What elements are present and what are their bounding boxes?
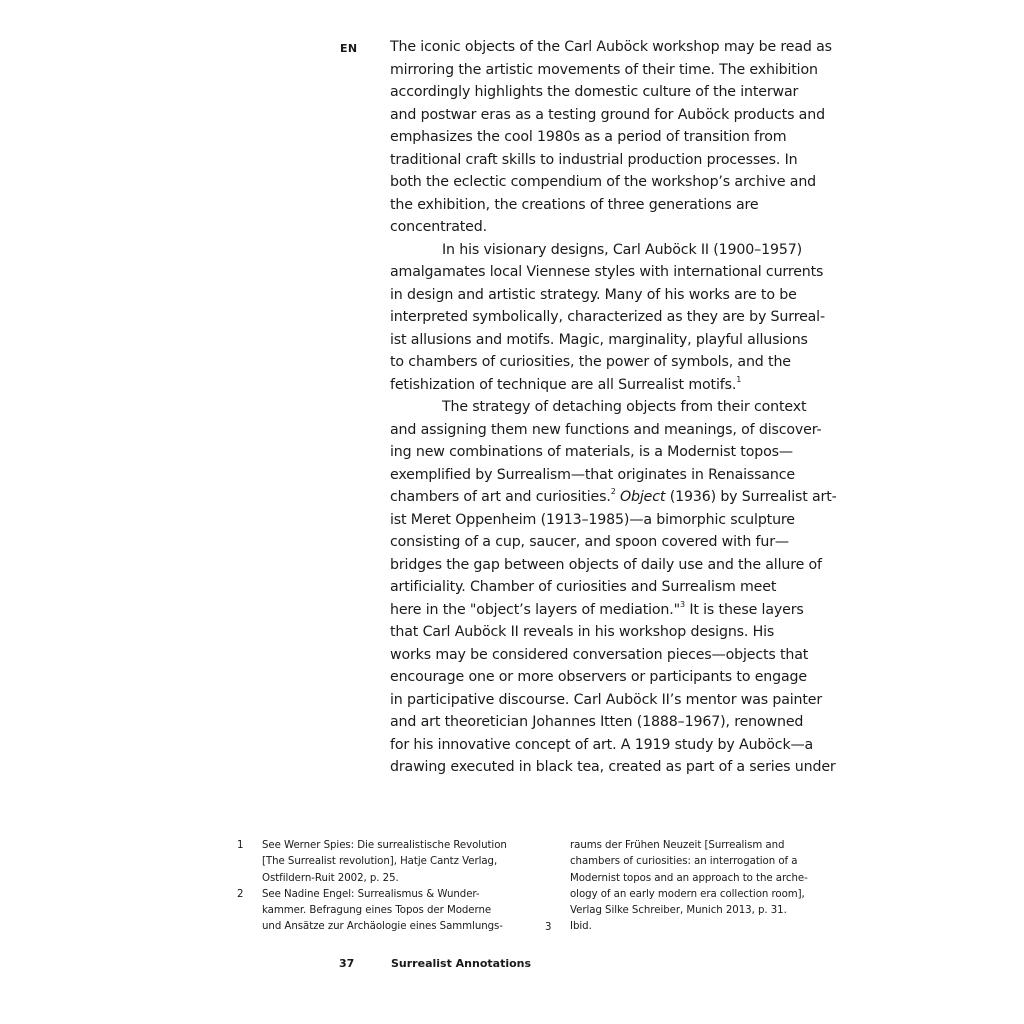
body-line: ist Meret Oppenheim (1913–1985)—a bimorphic sculpture xyxy=(390,511,795,528)
footnote-line: See Werner Spies: Die surrealistische Revolution xyxy=(262,840,507,851)
footnote-line: chambers of curiosities: an interrogation of a xyxy=(570,856,798,868)
footnote-number-3: 3 xyxy=(545,922,552,933)
body-line: and assigning them new functions and meanings, of discover- xyxy=(390,421,822,438)
footnote-line: raums der Frühen Neuzeit [Surrealism and xyxy=(570,840,785,851)
footnote-line: Modernist topos and an approach to the arche- xyxy=(570,872,808,884)
footnote-line: [The Surrealist revolution], Hatje Cantz Verlag, xyxy=(262,856,498,868)
body-line-text: (1936) by Surrealist art- xyxy=(665,489,837,505)
body-line: The iconic objects of the Carl Auböck workshop may be read as xyxy=(390,39,832,55)
body-line: drawing executed in black tea, created as part of a series under xyxy=(390,759,836,775)
body-line: consisting of a cup, saucer, and spoon covered with fur— xyxy=(390,534,789,550)
footnote-ref-2[interactable]: 2 xyxy=(610,487,616,497)
footnote-line: Verlag Silke Schreiber, Munich 2013, p. 31. xyxy=(570,905,787,917)
body-line: emphasizes the cool 1980s as a period of transition from xyxy=(390,129,787,145)
footnote-number-1: 1 xyxy=(237,840,244,851)
body-line-text: fetishization of technique are all Surrealist motifs. xyxy=(390,376,737,393)
body-line: exemplified by Surrealism—that originates in Renaissance xyxy=(390,466,795,483)
footnote-line: Ostfildern-Ruit 2002, p. 25. xyxy=(262,872,399,884)
footnote-line: und Ansätze zur Archäologie eines Sammlungs- xyxy=(262,921,503,933)
body-line-with-ref xyxy=(390,486,838,509)
body-line: both the eclectic compendium of the workshop’s archive and xyxy=(390,174,817,190)
body-line: ist allusions and motifs. Magic, marginality, playful allusions xyxy=(390,331,808,348)
footnote-number-2: 2 xyxy=(237,889,244,900)
footnote-line: ology of an early modern era collection room], xyxy=(570,888,805,900)
body-line: the exhibition, the creations of three generations are xyxy=(390,196,759,213)
body-line: and postwar eras as a testing ground for Auböck products and xyxy=(390,106,825,123)
body-line: and art theoretician Johannes Itten (1888–1967), renowned xyxy=(390,714,804,730)
body-line-text: chambers of art and curiosities. xyxy=(390,489,611,505)
body-line-with-ref xyxy=(390,599,838,622)
paragraph-start: In his visionary designs, Carl Auböck II (1900–1957) xyxy=(442,241,803,258)
footnote-ref-1[interactable]: 1 xyxy=(736,374,742,384)
body-line: for his innovative concept of art. A 1919 study by Auböck—a xyxy=(390,736,814,753)
body-line: in design and artistic strategy. Many of his works are to be xyxy=(390,286,797,303)
body-line: interpreted symbolically, characterized as they are by Surreal- xyxy=(390,309,825,325)
body-line: encourage one or more observers or participants to engage xyxy=(390,669,807,685)
body-line: concentrated. xyxy=(390,219,487,235)
body-line: amalgamates local Viennese styles with international currents xyxy=(390,264,824,280)
footnotes-left-column xyxy=(262,838,542,936)
body-line: to chambers of curiosities, the power of symbols, and the xyxy=(390,354,791,370)
body-line-text: It is these layers xyxy=(684,601,804,618)
body-line: ing new combinations of materials, is a Modernist topos— xyxy=(390,444,793,460)
body-line-text: here in the "object’s layers of mediation." xyxy=(390,601,681,618)
footnote-ref-3[interactable]: 3 xyxy=(680,599,685,609)
footnote-line: Ibid. xyxy=(570,921,592,933)
body-line: traditional craft skills to industrial production processes. In xyxy=(390,151,798,168)
running-title: Surrealist Annotations xyxy=(391,957,532,970)
body-line: works may be considered conversation pieces—objects that xyxy=(390,646,809,663)
body-line: mirroring the artistic movements of their time. The exhibition xyxy=(390,61,818,78)
footnotes-right-column xyxy=(570,838,850,936)
paragraph-start: The strategy of detaching objects from their context xyxy=(442,399,807,415)
body-line: accordingly highlights the domestic culture of the interwar xyxy=(390,84,799,100)
page-number: 37 xyxy=(339,957,355,970)
body-line: bridges the gap between objects of daily use and the allure of xyxy=(390,556,822,573)
body-line: that Carl Auböck II reveals in his workshop designs. His xyxy=(390,624,775,640)
italic-artwork-title: Object xyxy=(620,489,666,505)
body-line: artificiality. Chamber of curiosities and Surrealism meet xyxy=(390,579,777,595)
footnote-line: See Nadine Engel: Surrealismus & Wunder- xyxy=(262,888,480,900)
body-line: in participative discourse. Carl Auböck II’s mentor was painter xyxy=(390,691,823,708)
main-body-text xyxy=(390,36,838,779)
footnote-line: kammer. Befragung eines Topos der Moderne xyxy=(262,905,492,917)
body-line-with-ref xyxy=(390,374,838,397)
language-marker: EN xyxy=(340,42,358,55)
